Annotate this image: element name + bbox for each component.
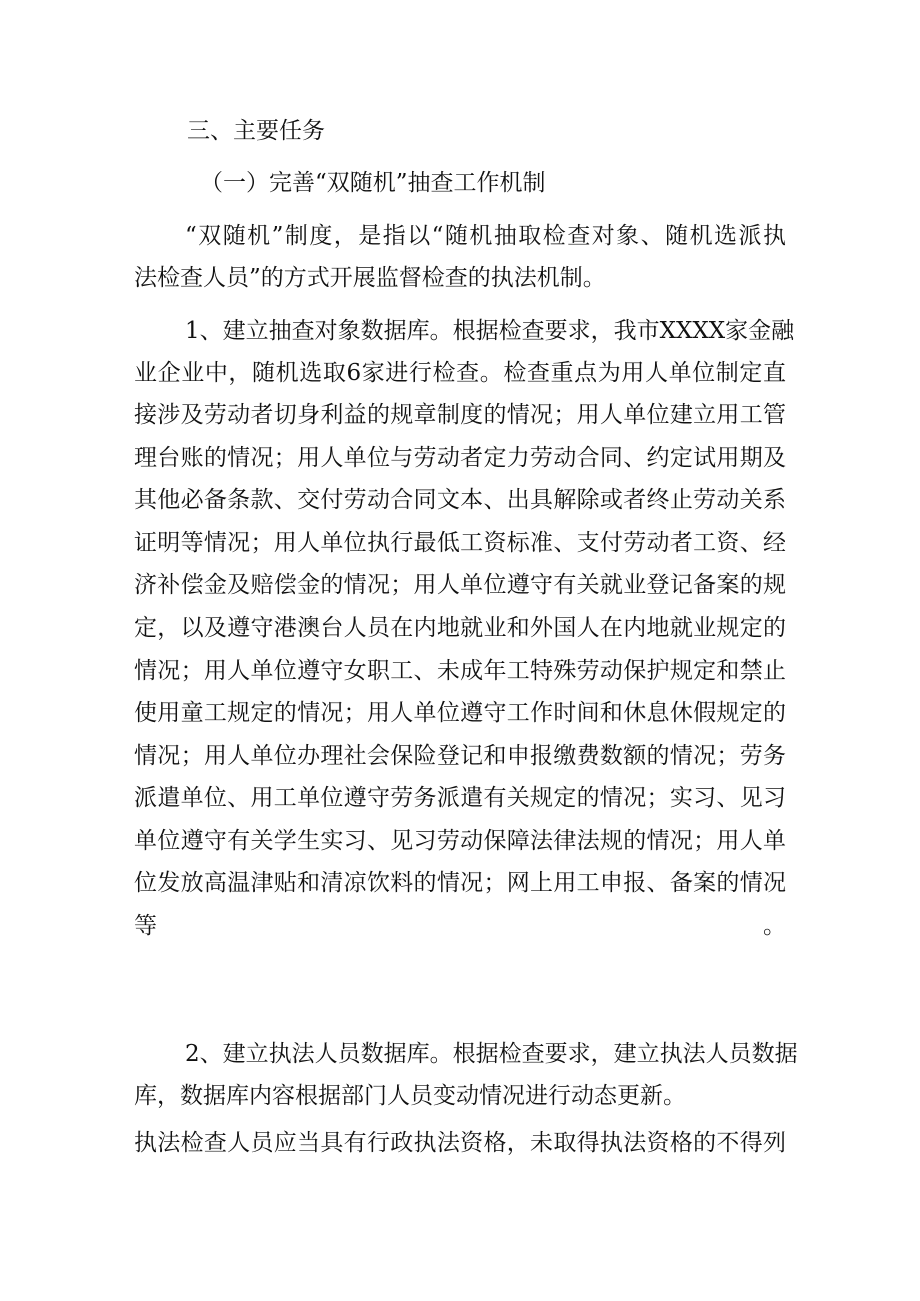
item1-line-3: 接涉及劳动者切身利益的规章制度的情况；用人单位建立用工管 [134, 402, 786, 428]
item1-line-14: 位发放高温津贴和清凉饮料的情况；网上用工申报、备案的情况 [134, 870, 786, 896]
item2-line-3: 执法检查人员应当具有行政执法资格，未取得执法资格的不得列 [134, 1130, 786, 1156]
item1-line-5: 其他必备条款、交付劳动合同文本、出具解除或者终止劳动关系 [134, 487, 786, 513]
subsection-heading: （一）完善“双随机”抽查工作机制 [200, 170, 546, 196]
item1-line-8: 定，以及遵守港澳台人员在内地就业和外国人在内地就业规定的 [134, 615, 786, 641]
item1-line-12: 派遣单位、用工单位遵守劳务派遣有关规定的情况；实习、见习 [134, 785, 786, 811]
intro-line-2: 法检查人员”的方式开展监督检查的执法机制。 [134, 265, 606, 291]
item1-line-7: 济补偿金及赔偿金的情况；用人单位遵守有关就业登记备案的规 [134, 572, 786, 598]
item1-line-9: 情况；用人单位遵守女职工、未成年工特殊劳动保护规定和禁止 [134, 658, 786, 684]
item1-line-11: 情况；用人单位办理社会保险登记和申报缴费数额的情况；劳务 [134, 743, 786, 769]
item1-line-1: 1、建立抽查对象数据库。根据检查要求，我市XXXX家金融 [185, 318, 795, 344]
item2-line-2: 库，数据库内容根据部门人员变动情况进行动态更新。 [134, 1083, 686, 1109]
item1-line-10: 使用童工规定的情况；用人单位遵守工作时间和休息休假规定的 [134, 700, 786, 726]
item1-line-6: 证明等情况；用人单位执行最低工资标准、支付劳动者工资、经 [134, 530, 786, 556]
section-heading: 三、主要任务 [187, 118, 325, 144]
item2-line-1: 2、建立执法人员数据库。根据检查要求，建立执法人员数据 [185, 1041, 798, 1067]
intro-line-1: “双随机”制度，是指以“随机抽取检查对象、随机选派执 [185, 223, 786, 249]
item1-line-13: 单位遵守有关学生实习、见习劳动保障法律法规的情况；用人单 [134, 828, 786, 854]
item1-line-15: 等。 [134, 913, 786, 939]
item1-line-4: 理台账的情况；用人单位与劳动者定力劳动合同、约定试用期及 [134, 445, 786, 471]
item1-line-2: 业企业中，随机选取6家进行检查。检查重点为用人单位制定直 [134, 360, 786, 386]
